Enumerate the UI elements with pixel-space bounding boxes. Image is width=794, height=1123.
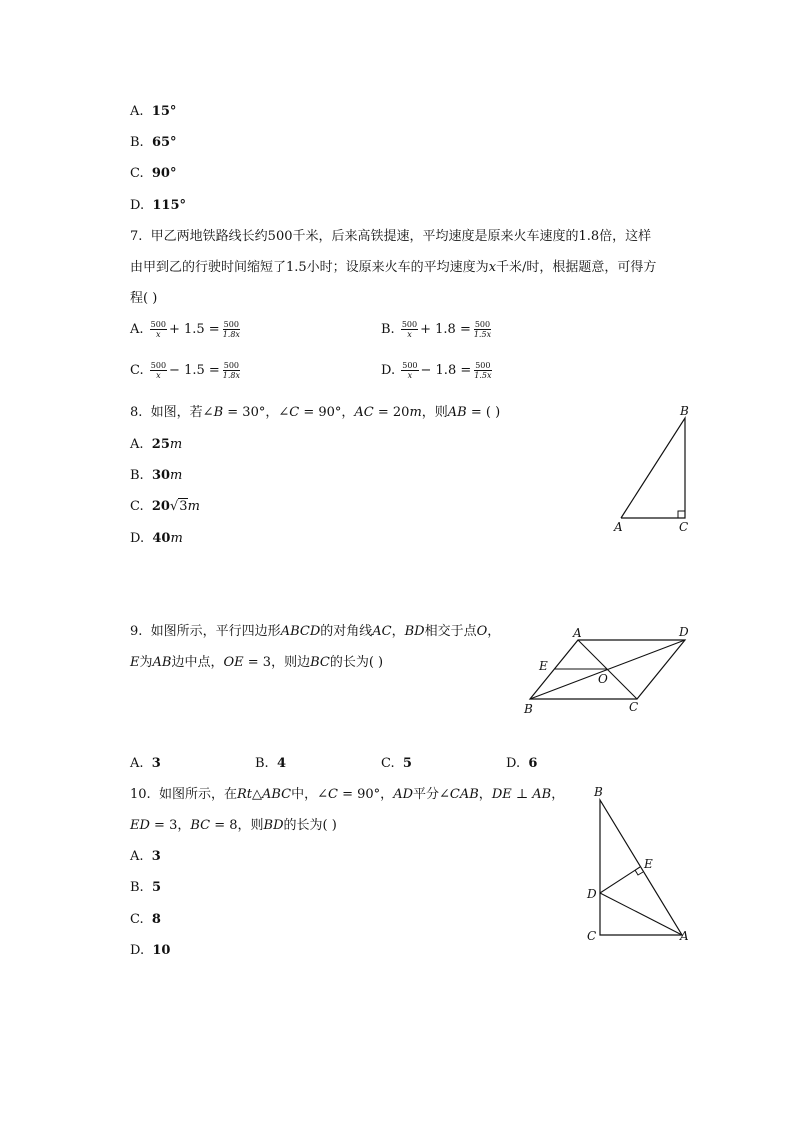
q10-label-e: E [644,857,653,871]
q10-label-c: C [587,929,597,943]
q8-option-d[interactable]: D. 40m [130,531,183,546]
q10-option-d[interactable]: D. 10 [130,943,171,958]
q9-label-e: E [539,659,548,673]
q9-label-b: B [524,702,533,716]
q6-option-d[interactable]: D. 115° [130,198,186,213]
q10-label-b: B [594,785,603,799]
q10-option-c[interactable]: C. 8 [130,912,161,927]
q7-option-d[interactable]: D. $\frac{500}{x}$ − 1.8 = $\frac{500}{1.5x}$ [381,361,492,380]
q7-stem-line1: 7. 甲乙两地铁路线长约500千米，后来高铁提速，平均速度是原来火车速度的1.8倍，这样 [130,229,652,244]
q10-label-a: A [680,929,689,943]
q7-option-c[interactable]: C. $\frac{500}{x}$ − 1.5 = $\frac{500}{1.8x}$ [130,361,241,380]
q8-stem: 8. 如图，若∠B = 30°，∠C = 90°，AC = 20m，则AB = ( ) [130,405,501,420]
q8-option-c[interactable]: C. 20√3m [130,499,200,514]
q9-option-c[interactable]: C. 5 [381,756,412,771]
q9-label-c: C [629,700,639,714]
q9-stem-line2: E为AB边中点，OE = 3，则边BC的长为( ) [130,655,384,670]
q10-option-a[interactable]: A. 3 [130,849,161,864]
q9-label-a: A [573,626,582,640]
q8-label-b: B [680,404,689,418]
q7-option-b[interactable]: B. $\frac{500}{x}$ + 1.8 = $\frac{500}{1.5x}$ [381,320,492,339]
q9-stem-line1: 9. 如图所示，平行四边形ABCD的对角线AC，BD相交于点O， [130,624,501,639]
q10-option-b[interactable]: B. 5 [130,880,161,895]
q9-label-d: D [679,625,689,639]
q9-label-o: O [598,672,608,686]
q8-option-b[interactable]: B. 30m [130,468,183,483]
q6-option-c[interactable]: C. 90° [130,166,177,181]
q10-label-d: D [587,887,597,901]
q9-option-d[interactable]: D. 6 [506,756,538,771]
q9-option-b[interactable]: B. 4 [255,756,286,771]
q9-parallelogram-figure [520,620,700,720]
q6-option-a[interactable]: A. 15° [130,104,177,119]
q9-option-a[interactable]: A. 3 [130,756,161,771]
q10-stem-line2: ED = 3，BC = 8，则BD的长为( ) [130,818,337,833]
q7-stem-line2: 由甲到乙的行驶时间缩短了1.5小时；设原来火车的平均速度为x千米/时，根据题意，可得方 [130,260,657,275]
q7-option-a[interactable]: A. $\frac{500}{x}$ + 1.5 = $\frac{500}{1.8x}$ [130,320,240,339]
q6-option-b[interactable]: B. 65° [130,135,177,150]
q8-option-a[interactable]: A. 25m [130,437,183,452]
q8-label-c: C [679,520,689,534]
q8-triangle-figure [600,398,710,538]
q10-stem-line1: 10. 如图所示，在Rt△ABC中，∠C = 90°，AD平分∠CAB，DE ⊥ AB， [130,787,565,802]
q10-triangle-figure [580,780,710,950]
q7-stem-line3: 程( ) [130,291,158,306]
q8-label-a: A [614,520,623,534]
